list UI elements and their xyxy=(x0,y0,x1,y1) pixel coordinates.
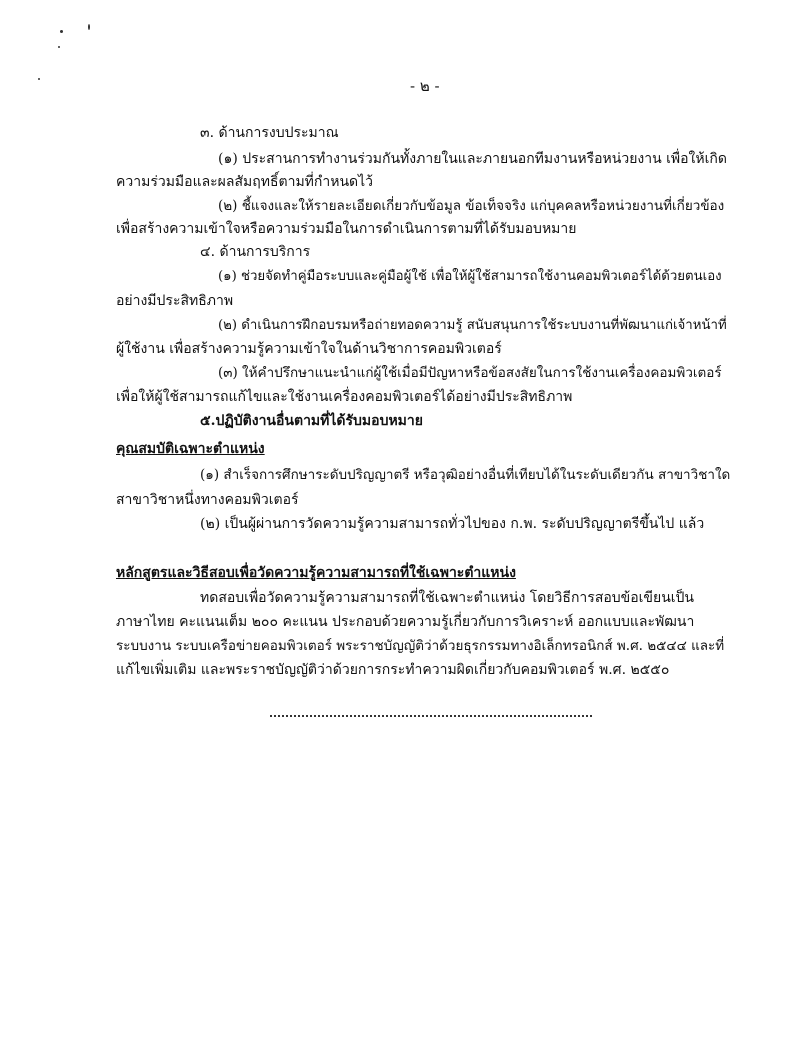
qualification-1-line-1: (๑) สำเร็จการศึกษาระดับปริญญาตรี หรือวุฒิอย่างอื่นที่เทียบได้ในระดับเดียวกัน สาขาวิชาใด xyxy=(200,467,731,483)
scan-speck xyxy=(58,46,60,48)
scan-speck xyxy=(38,78,40,80)
other-duties: ๕.ปฏิบัติงานอื่นตามที่ได้รับมอบหมาย xyxy=(200,413,423,429)
exam-heading: หลักสูตรและวิธีสอบเพื่อวัดความรู้ความสามารถที่ใช้เฉพาะตำแหน่ง xyxy=(116,565,516,581)
budget-item-2-line-1: (๒) ชี้แจงและให้รายละเอียดเกี่ยวกับข้อมูล ข้อเท็จจริง แก่บุคคลหรือหน่วยงานที่เกี่ยวข้อง xyxy=(218,198,725,214)
exam-line-2: ภาษาไทย คะแนนเต็ม ๒๐๐ คะแนน ประกอบด้วยความรู้เกี่ยวกับการวิเคราะห์ ออกแบบและพัฒนา xyxy=(116,614,695,630)
scan-speck xyxy=(88,24,90,30)
service-item-2-line-2: ผู้ใช้งาน เพื่อสร้างความรู้ความเข้าใจในด้านวิชาการคอมพิวเตอร์ xyxy=(116,341,502,357)
end-divider xyxy=(270,715,592,717)
service-item-3-line-2: เพื่อให้ผู้ใช้สามารถแก้ไขและใช้งานเครื่องคอมพิวเตอร์ได้อย่างมีประสิทธิภาพ xyxy=(116,389,573,405)
service-heading: ๔. ด้านการบริการ xyxy=(200,244,311,260)
service-item-1-line-1: (๑) ช่วยจัดทำคู่มือระบบและคู่มือผู้ใช้ เพื่อให้ผู้ใช้สามารถใช้งานคอมพิวเตอร์ได้ด้วยตนเอง xyxy=(218,269,722,284)
qualifications-heading: คุณสมบัติเฉพาะตำแหน่ง xyxy=(116,441,265,457)
exam-line-4: แก้ไขเพิ่มเติม และพระราชบัญญัติว่าด้วยการกระทำความผิดเกี่ยวกับคอมพิวเตอร์ พ.ศ. ๒๕๕๐ xyxy=(116,662,670,678)
service-item-1-line-2: อย่างมีประสิทธิภาพ xyxy=(116,293,234,309)
budget-item-1-line-2: ความร่วมมือและผลสัมฤทธิ์ตามที่กำหนดไว้ xyxy=(116,174,374,190)
budget-item-1-line-1: (๑) ประสานการทำงานร่วมกันทั้งภายในและภายนอกทีมงานหรือหน่วยงาน เพื่อให้เกิด xyxy=(218,151,727,167)
service-item-2-line-1: (๒) ดำเนินการฝึกอบรมหรือถ่ายทอดความรู้ สนับสนุนการใช้ระบบงานที่พัฒนาแก่เจ้าหน้าที่ xyxy=(218,318,727,333)
exam-line-3: ระบบงาน ระบบเครือข่ายคอมพิวเตอร์ พระราชบัญญัติว่าด้วยธุรกรรมทางอิเล็กทรอนิกส์ พ.ศ. ๒๕๔๔ และที่ xyxy=(116,638,725,654)
scan-speck xyxy=(60,30,63,33)
exam-line-1: ทดสอบเพื่อวัดความรู้ความสามารถที่ใช้เฉพาะตำแหน่ง โดยวิธีการสอบข้อเขียนเป็น xyxy=(200,590,695,606)
qualification-2: (๒) เป็นผู้ผ่านการวัดความรู้ความสามารถทั่วไปของ ก.พ. ระดับปริญญาตรีขึ้นไป แล้ว xyxy=(200,516,705,532)
service-item-3-line-1: (๓) ให้คำปรึกษาแนะนำแก่ผู้ใช้เมื่อมีปัญหาหรือข้อสงสัยในการใช้งานเครื่องคอมพิวเตอร์ xyxy=(218,365,722,381)
page-number: - ๒ - xyxy=(410,77,440,95)
qualification-1-line-2: สาขาวิชาหนึ่งทางคอมพิวเตอร์ xyxy=(116,492,299,508)
budget-heading: ๓. ด้านการงบประมาณ xyxy=(200,125,339,141)
budget-item-2-line-2: เพื่อสร้างความเข้าใจหรือความร่วมมือในการดำเนินการตามที่ได้รับมอบหมาย xyxy=(116,221,577,237)
